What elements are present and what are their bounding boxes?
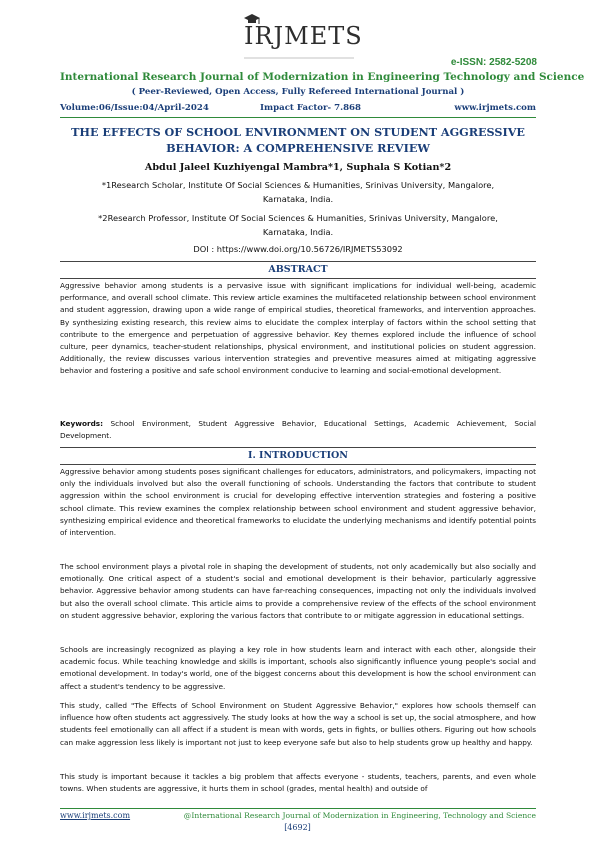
abstract-heading: ABSTRACT bbox=[60, 261, 536, 279]
affiliation-2-line-1: *2Research Professor, Institute Of Social Sciences & Humanities, Srinivas University, Mangalore, bbox=[98, 213, 498, 223]
intro-paragraph-3: Schools are increasingly recognized as playing a key role in how students learn and interact with each other, alongside their academic focus. While teaching knowledge and skills is important, schools also significantly influence young people's social and emotional development. In today's world, one of the biggest concerns about this development is how the school environment can affect a student's tendency to be aggressive. bbox=[60, 645, 536, 691]
journal-logo bbox=[244, 14, 363, 64]
page-number: [4692] bbox=[284, 823, 311, 832]
introduction-heading: I. INTRODUCTION bbox=[60, 447, 536, 465]
title-line-2: BEHAVIOR: A COMPREHENSIVE REVIEW bbox=[166, 141, 430, 155]
authors: Abdul Jaleel Kuzhiyengal Mambra*1, Suphala S Kotian*2 bbox=[144, 162, 452, 173]
intro-paragraph-1: Aggressive behavior among students poses significant challenges for educators, administrators, and policymakers, impacting not only the individuals involved but also the overall functioning of schools. Understanding the factors that contribute to student aggression within the school environment is crucial for developing effective intervention strategies and fostering a positive school climate. This review examines the complex relationship between school environment and student aggressive behavior, synthesizing empirical evidence and theoretical frameworks to elucidate the underlying mechanisms and identify potential points of intervention. bbox=[60, 467, 536, 538]
affiliation-1-line-2: Karnataka, India. bbox=[262, 194, 334, 204]
journal-subtitle: ( Peer-Reviewed, Open Access, Fully Refereed International Journal ) bbox=[131, 87, 465, 97]
impact-factor: Impact Factor- 7.868 bbox=[260, 103, 362, 113]
journal-name: International Research Journal of Modernization in Engineering Technology and Science bbox=[60, 71, 585, 83]
intro-paragraph-4: This study, called "The Effects of School Environment on Student Aggressive Behavior," explores how schools themself can influence how often students act aggressively. The study looks at how the way a school is set up, the social atmosphere, and how students feel emotionally can all affect if a student is mean with words, gets in fights, or bullies others. Figuring out how schools can make aggression less likely is important not just to keep everyone safe but also to help students grow up healthy and happy. bbox=[60, 701, 536, 747]
footer-website-link[interactable]: www.irjmets.com bbox=[60, 811, 131, 820]
logo-text: IRJMETS bbox=[244, 22, 363, 50]
volume-issue: Volume:06/Issue:04/April-2024 bbox=[60, 103, 209, 113]
intro-paragraph-5: This study is important because it tackles a big problem that affects everyone - students, teachers, parents, and even whole towns. When students are aggressive, it hurts them in school (grades, mental health) and outside of bbox=[60, 772, 536, 794]
journal-website[interactable]: www.irjmets.com bbox=[454, 103, 536, 113]
keywords bbox=[60, 418, 536, 442]
intro-paragraph-2: The school environment plays a pivotal role in shaping the development of students, not only academically but also socially and emotionally. One critical aspect of a student's social and emotional development is their behavior, particularly aggressive behavior. Aggressive behavior among students can have far-reaching consequences, impacting not only the individuals involved but also the overall school climate. This article aims to provide a comprehensive review of the effects of the school environment on student aggressive behavior, exploring the various factors that contribute to or mitigate aggression in educational settings. bbox=[60, 562, 536, 620]
issue-meta-bar bbox=[60, 103, 536, 118]
footer-copyright: @International Research Journal of Modernization in Engineering, Technology and Science bbox=[183, 811, 536, 820]
affiliation-2 bbox=[60, 211, 536, 239]
keywords-list: School Environment, Student Aggressive Behavior, Educational Settings, Academic Achievement, Social Development. bbox=[60, 419, 536, 441]
keywords-label: Keywords: bbox=[60, 419, 104, 428]
affiliation-2-line-2: Karnataka, India. bbox=[262, 227, 334, 237]
title-line-1: THE EFFECTS OF SCHOOL ENVIRONMENT ON STUDENT AGGRESSIVE bbox=[71, 125, 525, 139]
article-title bbox=[60, 124, 536, 156]
affiliation-1-line-1: *1Research Scholar, Institute Of Social Sciences & Humanities, Srinivas University, Mangalore, bbox=[101, 180, 495, 190]
doi-link[interactable]: DOI : https://www.doi.org/10.56726/IRJMETS53092 bbox=[193, 244, 403, 254]
abstract-text: Aggressive behavior among students is a pervasive issue with significant implications for individual well-being, academic performance, and overall school climate. This review article examines the multifaceted relationship between school environment and student aggression, drawing upon a wide range of empirical studies, theoretical frameworks, and intervention approaches. By synthesizing existing research, this review aims to elucidate the complex interplay of factors within the school setting that contribute to the emergence and perpetuation of aggressive behavior. Key themes explored include the influence of school culture, peer dynamics, teacher-student relationships, physical environment, and institutional policies on student aggression. Additionally, the review discusses various intervention strategies and preventive measures aimed at mitigating aggressive behavior and fostering a positive and safe school environment conducive to learning and social-emotional development. bbox=[60, 281, 536, 376]
footer-divider bbox=[60, 808, 536, 809]
affiliation-1 bbox=[60, 178, 536, 206]
issn: e-ISSN: 2582-5208 bbox=[450, 57, 537, 68]
